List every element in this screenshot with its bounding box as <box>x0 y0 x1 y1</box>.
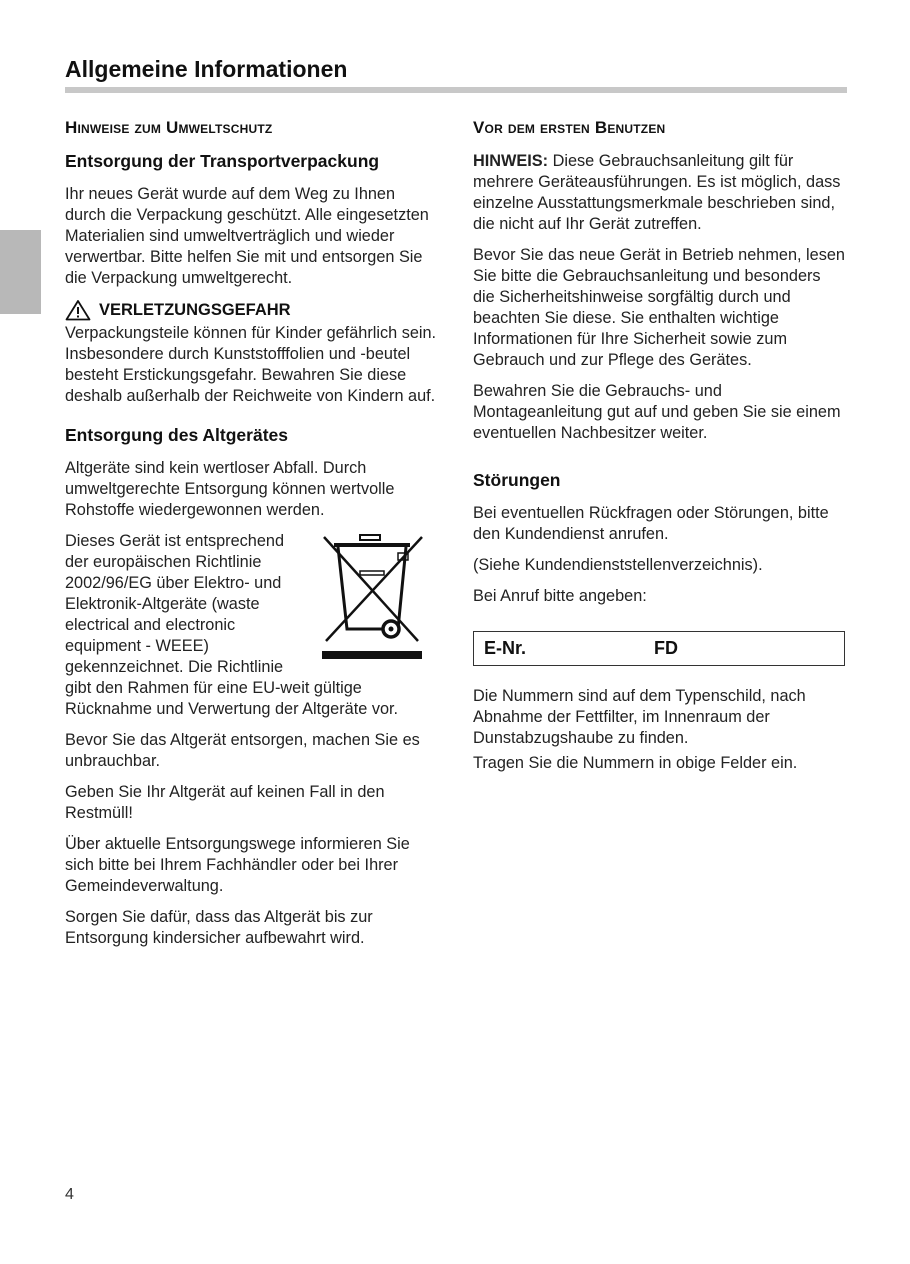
weee-text: Dieses Gerät ist entsprechend der europäischen Richtlinie 2002/96/EG über Elektro- und Elektronik-Altgeräte (waste electrical and electronic equipment - WEEE) gekennzeichnet. Die Richtlinie <box>65 532 285 676</box>
enr-label: E-Nr. <box>484 638 527 658</box>
transport-packaging-text: Ihr neues Gerät wurde auf dem Weg zu Ihnen durch die Verpackung geschützt. Alle eingesetzten Materialien sind umweltverträglich und wieder verwertbar. Bitte helfen Sie mit und entsorgen Sie die Verpackung umweltgerecht. <box>65 185 429 287</box>
enter-numbers-text: Tragen Sie die Nummern in obige Felder ein. <box>473 754 798 772</box>
fd-label: FD <box>654 638 678 658</box>
disposal-text-child-safe: Sorgen Sie dafür, dass das Altgerät bis zur Entsorgung kindersicher aufbewahrt wird. <box>65 908 373 947</box>
faults-directory-text: (Siehe Kundendienststellenverzeichnis). <box>473 556 763 574</box>
weee-continued-text: gibt den Rahmen für eine EU-weit gültige Rücknahme und Verwertung der Altgeräte vor. <box>65 679 399 718</box>
keep-instructions-text: Bewahren Sie die Gebrauchs- und Montageanleitung gut auf und geben Sie sie einem eventuellen Nachbesitzer weiter. <box>473 382 841 442</box>
faults-contact-text: Bei eventuellen Rückfragen oder Störungen, bitte den Kundendienst anrufen. <box>473 504 829 543</box>
warning-triangle-icon <box>65 299 91 321</box>
title-rule <box>65 87 847 93</box>
side-tab-marker <box>0 230 41 314</box>
warning-heading <box>65 299 440 321</box>
section-title-before-first-use: Vor dem ersten Benutzen <box>473 118 666 137</box>
enr-fd-box <box>473 631 845 666</box>
note-text: Diese Gebrauchsanleitung gilt für mehrere Geräteausführungen. Es ist möglich, dass einzelne Ausstattungsmerkmale beschrieben sind, die nicht auf Ihr Gerät zutreffen. <box>473 152 841 233</box>
warning-text: Verpackungsteile können für Kinder gefährlich sein. Insbesondere durch Kunststofffolien und -beutel besteht Erstickungsgefahr. Bewahren Sie diese deshalb außerhalb der Reichweite von Kindern auf. <box>65 324 437 405</box>
disposal-intro-text: Altgeräte sind kein wertloser Abfall. Durch umweltgerechte Entsorgung können wertvolle Rohstoffe wiedergewonnen werden. <box>65 459 395 519</box>
rating-plate-text: Die Nummern sind auf dem Typenschild, nach Abnahme der Fettfilter, im Innenraum der Dunstabzugshaube zu finden. <box>473 687 806 747</box>
note-label: HINWEIS: <box>473 152 549 170</box>
disposal-text-information: Über aktuelle Entsorgungswege informieren Sie sich bitte bei Ihrem Fachhändler oder bei Ihrer Gemeindeverwaltung. <box>65 835 410 895</box>
note-paragraph <box>473 151 845 235</box>
left-column <box>65 117 440 959</box>
disposal-text-residual-waste: Geben Sie Ihr Altgerät auf keinen Fall in den Restmüll! <box>65 783 385 822</box>
page-number: 4 <box>65 1186 74 1203</box>
weee-block <box>65 531 440 678</box>
right-column <box>473 117 845 784</box>
heading-old-appliance-disposal: Entsorgung des Altgerätes <box>65 425 288 445</box>
weee-crossed-bin-icon <box>318 533 428 663</box>
page-title: Allgemeine Informationen <box>65 56 348 82</box>
warning-label: VERLETZUNGSGEFAHR <box>99 300 291 319</box>
faults-provide-text: Bei Anruf bitte angeben: <box>473 587 647 605</box>
section-title-environment: Hinweise zum Umweltschutz <box>65 118 273 137</box>
before-use-text: Bevor Sie das neue Gerät in Betrieb nehmen, lesen Sie bitte die Gebrauchsanleitung und besonders die Sicherheitshinweise sorgfältig durch und beachten Sie diese. Sie enthalten wichtige Informationen für Ihre Sicherheit sowie zum Gebrauch und zur Pflege des Gerätes. <box>473 246 845 369</box>
heading-faults: Störungen <box>473 470 561 490</box>
disposal-text-unusable: Bevor Sie das Altgerät entsorgen, machen Sie es unbrauchbar. <box>65 731 420 770</box>
heading-transport-packaging: Entsorgung der Transportverpackung <box>65 151 380 171</box>
